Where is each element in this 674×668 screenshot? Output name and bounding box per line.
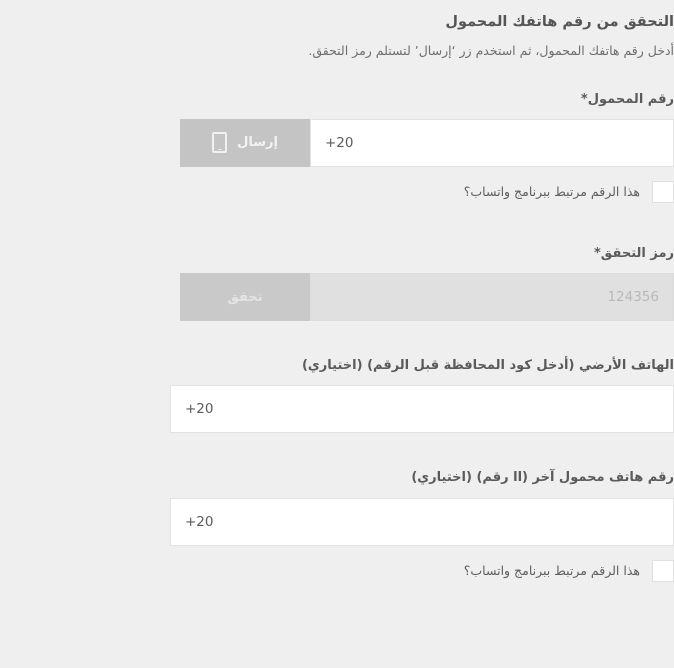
mobile-phone-icon — [212, 132, 227, 153]
page-title: التحقق من رقم هاتفك المحمول — [445, 14, 674, 30]
verification-code-row — [170, 273, 674, 321]
mobile-number-value: +20 — [325, 134, 354, 151]
verification-code-label: رمز التحقق* — [593, 245, 674, 261]
landline-value: +20 — [185, 401, 214, 418]
spacer — [170, 233, 674, 245]
landline-row — [170, 385, 674, 433]
verify-code-button[interactable] — [180, 273, 310, 321]
send-code-button[interactable] — [180, 119, 310, 167]
verification-code-input[interactable] — [310, 273, 674, 321]
mobile-number-label: رقم المحمول* — [580, 91, 674, 107]
other-mobile-input[interactable] — [170, 498, 674, 546]
mobile-whatsapp-label: هذا الرقم مرتبط ببرنامج واتساب؟ — [463, 184, 640, 200]
other-mobile-whatsapp-checkbox[interactable] — [652, 560, 674, 582]
other-mobile-value: +20 — [185, 513, 214, 530]
spacer — [170, 335, 674, 357]
other-mobile-label: رقم هاتف محمول آخر (اا رقم) (اختياري) — [411, 470, 674, 486]
spacer — [170, 447, 674, 469]
mobile-number-input[interactable] — [310, 119, 674, 167]
page-description: أدخل رقم هاتفك المحمول، ثم استخدم زر ‘إرسال’ لتستلم رمز التحقق. — [308, 43, 674, 58]
mobile-whatsapp-row — [170, 181, 674, 203]
mobile-number-row — [170, 119, 674, 167]
other-mobile-whatsapp-label: هذا الرقم مرتبط ببرنامج واتساب؟ — [463, 563, 640, 578]
other-mobile-whatsapp-row — [170, 560, 674, 582]
other-mobile-row — [170, 498, 674, 546]
verification-code-placeholder: 124356 — [607, 289, 659, 306]
landline-label: الهاتف الأرضي (أدخل كود المحافظة قبل الرقم) (اختياري) — [301, 358, 674, 374]
landline-input[interactable] — [170, 385, 674, 433]
form-content — [106, 0, 674, 582]
mobile-whatsapp-checkbox[interactable] — [652, 181, 674, 203]
send-code-label: إرسال — [237, 135, 278, 151]
verify-code-label: تحقق — [227, 289, 263, 305]
